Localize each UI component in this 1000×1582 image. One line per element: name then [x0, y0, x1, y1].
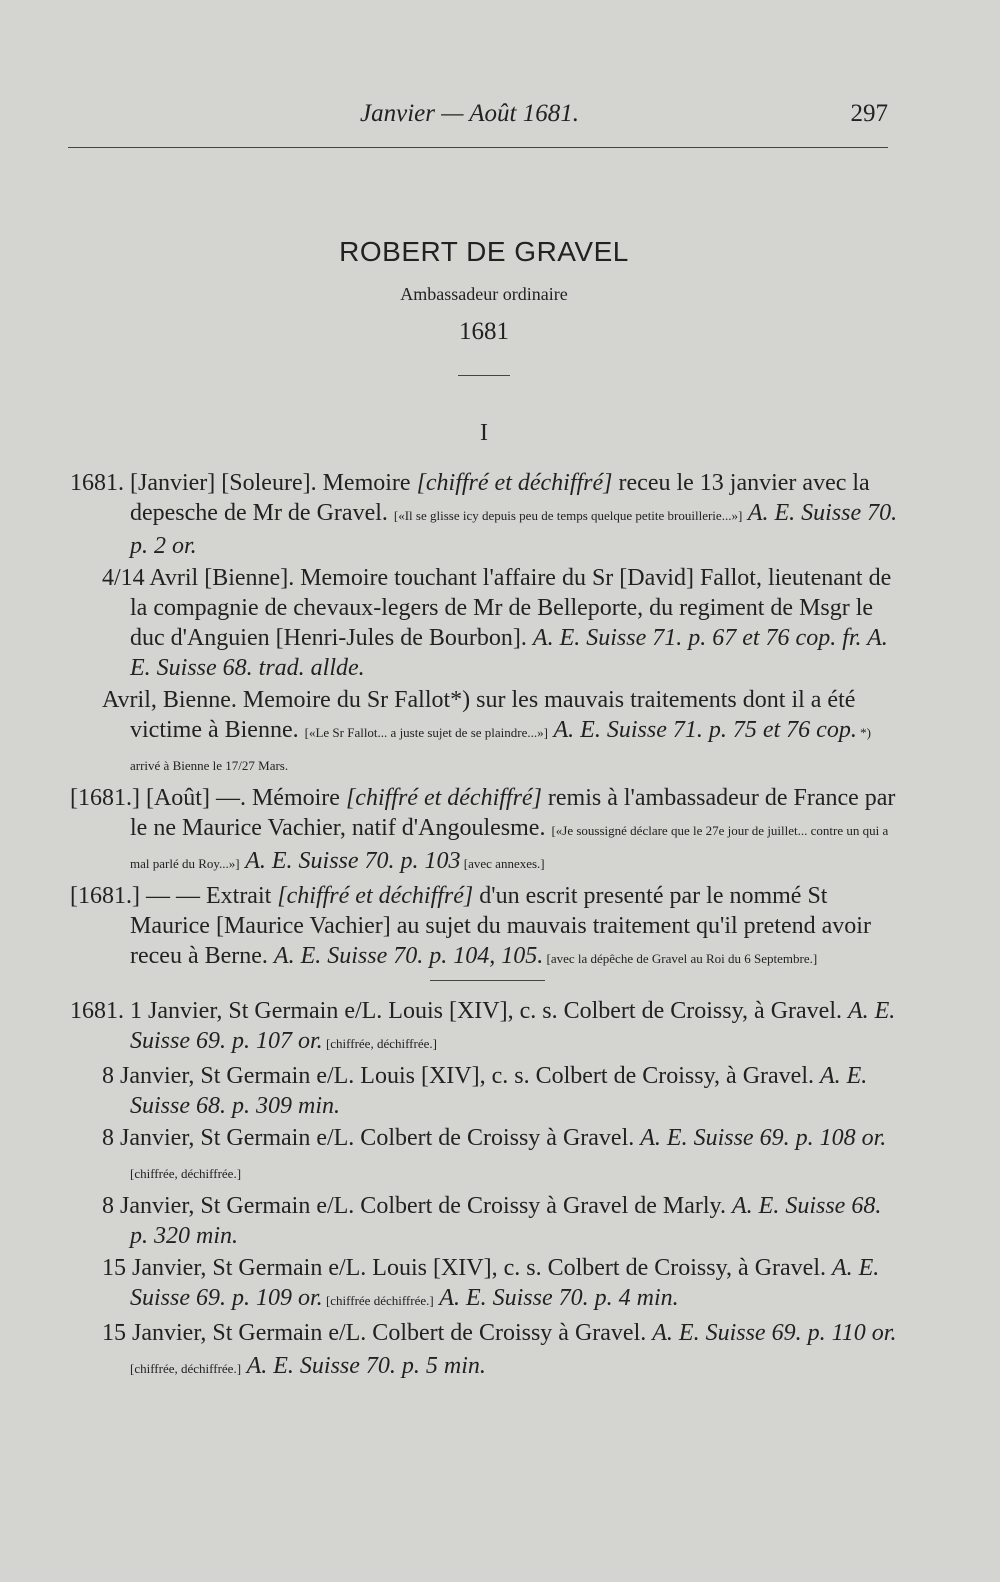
section-title: ROBERT DE GRAVEL [339, 236, 629, 267]
entry-italic: [chiffré et déchiffré] [345, 785, 542, 811]
letter-reference: A. E. Suisse 70. p. 5 min. [241, 1353, 486, 1379]
letter-entry [70, 1253, 900, 1316]
entry-reference: A. E. Suisse 70. p. 104, 105. [273, 943, 544, 969]
letter-text: 1681. 1 Janvier, St Germain e/L. Louis [XIV], c. s. Colbert de Croissy, à Gravel. [70, 998, 848, 1024]
letter-reference: A. E. Suisse 69. p. 110 or. [652, 1320, 897, 1346]
letter-entry [70, 1191, 900, 1251]
entry-footnote: *) arrivé à Bienne le 17/27 Mars. [130, 725, 871, 773]
letter-note: [chiffrée, déchiffrée.] [130, 1361, 242, 1376]
memoire-entry [70, 468, 900, 561]
page-number: 297 [850, 100, 888, 127]
letter-reference: A. E. Suisse 70. p. 4 min. [433, 1285, 679, 1311]
entry-text: remis à l'ambassadeur de France par le ne Maurice Vachier, natif d'Angoulesme. [130, 785, 896, 841]
memoire-entry [70, 881, 900, 974]
letter-reference: A. E. Suisse 69. p. 109 or. [130, 1255, 880, 1311]
section-subtitle: Ambassadeur ordinaire [400, 284, 568, 304]
entry-text: receu le 13 janvier avec la depesche de Mr de Gravel. [130, 470, 870, 526]
letter-entry [70, 1061, 900, 1121]
letter-text: 8 Janvier, St Germain e/L. Colbert de Croissy à Gravel de Marly. [102, 1193, 732, 1219]
header-rule [68, 147, 888, 148]
letter-entry [70, 1123, 900, 1189]
letter-entry [70, 996, 900, 1059]
letter-text: 15 Janvier, St Germain e/L. Louis [XIV], c. s. Colbert de Croissy, à Gravel. [102, 1255, 832, 1281]
part-number: I [480, 420, 488, 446]
entry-reference: A. E. Suisse 70. p. 2 or. [130, 500, 898, 559]
memoire-entry [70, 783, 900, 879]
entry-reference: A. E. Suisse 70. p. 103 [239, 848, 461, 874]
entry-text: d'un escrit presenté par le nommé St Maurice [Maurice Vachier] au sujet du mauvais traitement qu'il pretend avoir receu à Berne. [130, 883, 871, 969]
letter-reference: A. E. Suisse 69. p. 108 or. [640, 1125, 887, 1151]
entry-reference: A. E. Suisse 71. p. 75 et 76 cop. [547, 717, 857, 743]
short-rule [458, 375, 510, 376]
entries-block [70, 468, 900, 1386]
letter-note: [chiffrée, déchiffrée.] [130, 1166, 242, 1181]
entry-italic: [chiffré et déchiffré] [416, 470, 613, 496]
section-year: 1681 [459, 318, 509, 345]
entry-italic: [chiffré et déchiffré] [277, 883, 474, 909]
entry-text: 4/14 Avril [Bienne]. Memoire touchant l'affaire du Sr [David] Fallot, lieutenant de la compagnie de chevaux-legers de Mr de Belleporte, du regiment de Msgr le duc d'Anguien [Henri-Jules de Bourbon]. [102, 565, 892, 651]
letter-entry [70, 1318, 900, 1384]
letter-reference: A. E. Suisse 69. p. 107 or. [130, 998, 896, 1054]
letter-text: 8 Janvier, St Germain e/L. Colbert de Croissy à Gravel. [102, 1125, 641, 1151]
memoire-entry [70, 563, 900, 683]
letter-text: 15 Janvier, St Germain e/L. Colbert de Croissy à Gravel. [102, 1320, 653, 1346]
entry-quote: [«Je soussigné déclare que le 27e jour de juillet... contre un qui a mal parlé du Roy...»] [130, 823, 889, 871]
letter-note: [chiffrée déchiffrée.] [322, 1293, 434, 1308]
memoire-entry [70, 685, 900, 781]
section-divider [70, 976, 900, 990]
entry-text: 1681. [Janvier] [Soleure]. Memoire [70, 470, 417, 496]
entry-quote: [«Le Sr Fallot... a juste sujet de se plaindre...»] [304, 725, 548, 740]
entry-note: [avec la dépêche de Gravel au Roi du 6 Septembre.] [543, 951, 818, 966]
entry-note: [avec annexes.] [460, 856, 545, 871]
entry-quote: [«Il se glisse icy depuis peu de temps quelque petite brouillerie...»] [393, 508, 743, 523]
letter-reference: A. E. Suisse 68. p. 309 min. [130, 1063, 868, 1119]
running-head [0, 100, 1000, 136]
letter-text: 8 Janvier, St Germain e/L. Louis [XIV], c. s. Colbert de Croissy, à Gravel. [102, 1063, 820, 1089]
entry-text: [1681.] — — Extrait [70, 883, 278, 909]
entry-text: Avril, Bienne. Memoire du Sr Fallot*) sur les mauvais traitements dont il a été victime à Bienne. [102, 687, 856, 743]
letter-reference: A. E. Suisse 68. p. 320 min. [130, 1193, 882, 1249]
running-head-title: Janvier — Août 1681. [360, 100, 579, 127]
letter-note: [chiffrée, déchiffrée.] [322, 1036, 437, 1051]
entry-reference: A. E. Suisse 71. p. 67 et 76 cop. fr. A. E. Suisse 68. trad. allde. [130, 625, 888, 681]
entry-text: [1681.] [Août] —. Mémoire [70, 785, 346, 811]
